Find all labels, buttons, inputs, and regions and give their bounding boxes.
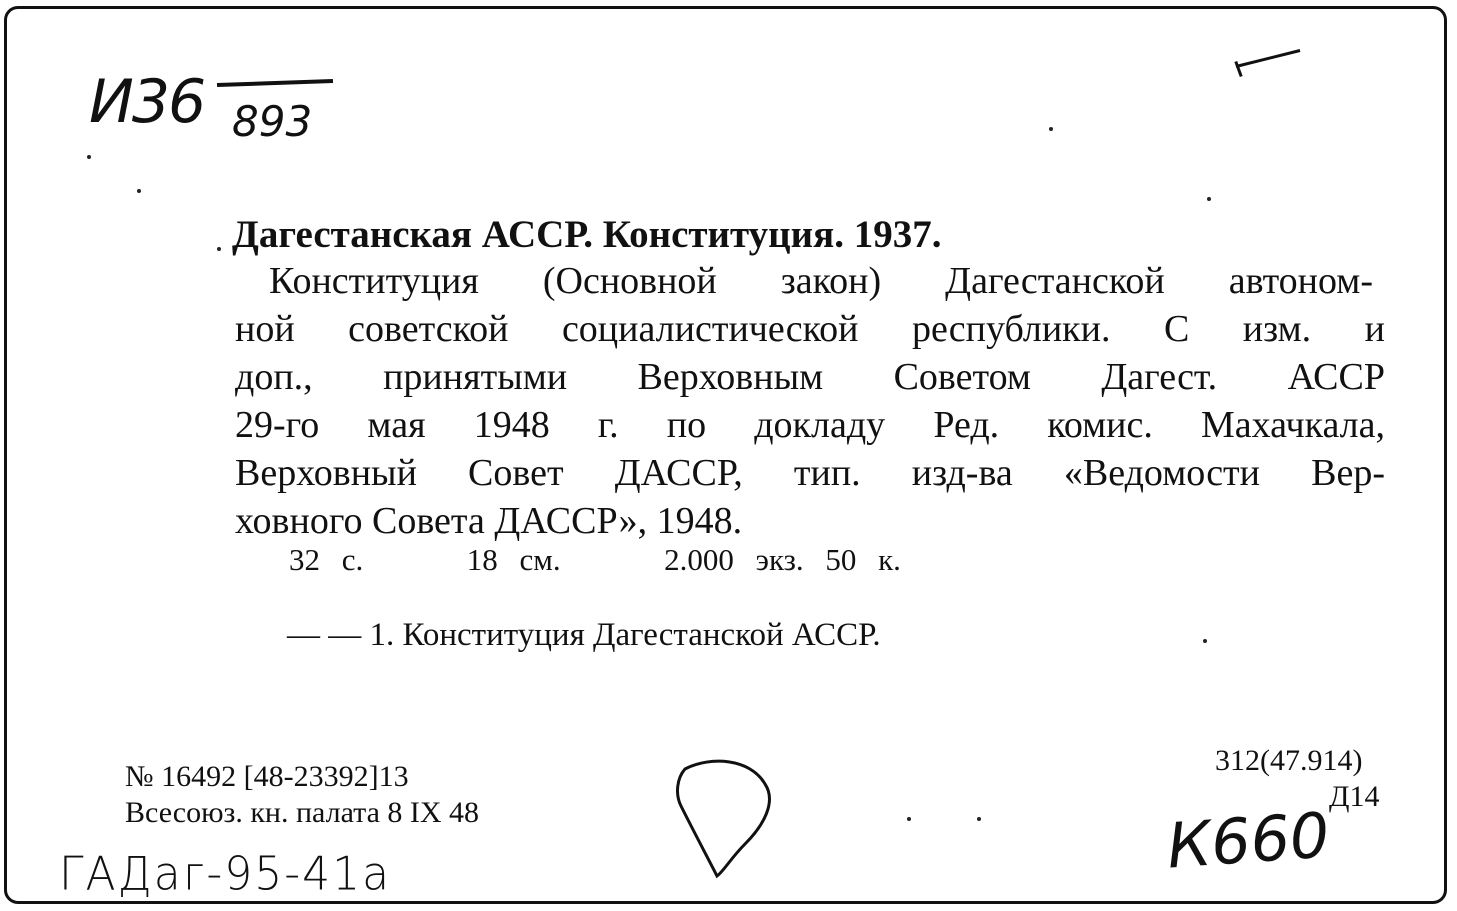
- archive-code: ГАДаг-95-41а: [59, 847, 392, 902]
- author-mark: Д14: [1329, 780, 1380, 813]
- speck: [907, 817, 911, 821]
- speck: [1207, 197, 1211, 201]
- shelf-mark-left: И36: [89, 67, 205, 137]
- book-chamber: Всесоюз. кн. палата 8 IX 48: [125, 796, 480, 829]
- corner-check-mark: [1236, 49, 1301, 68]
- speck: [87, 155, 91, 159]
- price: 50 к.: [825, 542, 901, 577]
- description-line-3: доп., принятыми Верховным Советом Дагест. АССР: [235, 356, 1385, 398]
- description-line-5: Верховный Совет ДАССР, тип. изд-ва «Ведомости Вер-: [235, 452, 1385, 494]
- shelf-mark-line: [217, 79, 333, 87]
- size: 18 см.: [466, 542, 561, 577]
- subject-tracing: — — 1. Конституция Дагестанской АССР.: [287, 617, 881, 653]
- handwritten-code: К660: [1164, 798, 1332, 883]
- description-line-1: Конституция (Основной закон) Дагестанской автоном-: [269, 260, 1373, 302]
- card-heading: Дагестанская АССР. Конституция. 1937.: [232, 213, 942, 256]
- catalog-card: [4, 6, 1447, 904]
- speck: [977, 817, 981, 821]
- print-run: 2.000 экз.: [664, 542, 804, 577]
- speck: [217, 247, 221, 251]
- description-line-2: ной советской социалистической республики. С изм. и: [235, 308, 1385, 350]
- description-line-4: 29-го мая 1948 г. по докладу Ред. комис. Махачкала,: [235, 404, 1385, 446]
- physical-description: [289, 539, 901, 580]
- udc-classification: 312(47.914): [1215, 744, 1363, 777]
- speck: [1049, 127, 1053, 131]
- speck: [137, 189, 141, 193]
- description-line-6: ховного Совета ДАССР», 1948.: [235, 500, 743, 542]
- pages: 32 с.: [289, 542, 364, 577]
- punched-hole: [665, 754, 795, 884]
- shelf-mark-right: 893: [232, 97, 313, 146]
- registration-number: № 16492 [48-23392]13: [125, 760, 409, 793]
- speck: [1203, 639, 1207, 643]
